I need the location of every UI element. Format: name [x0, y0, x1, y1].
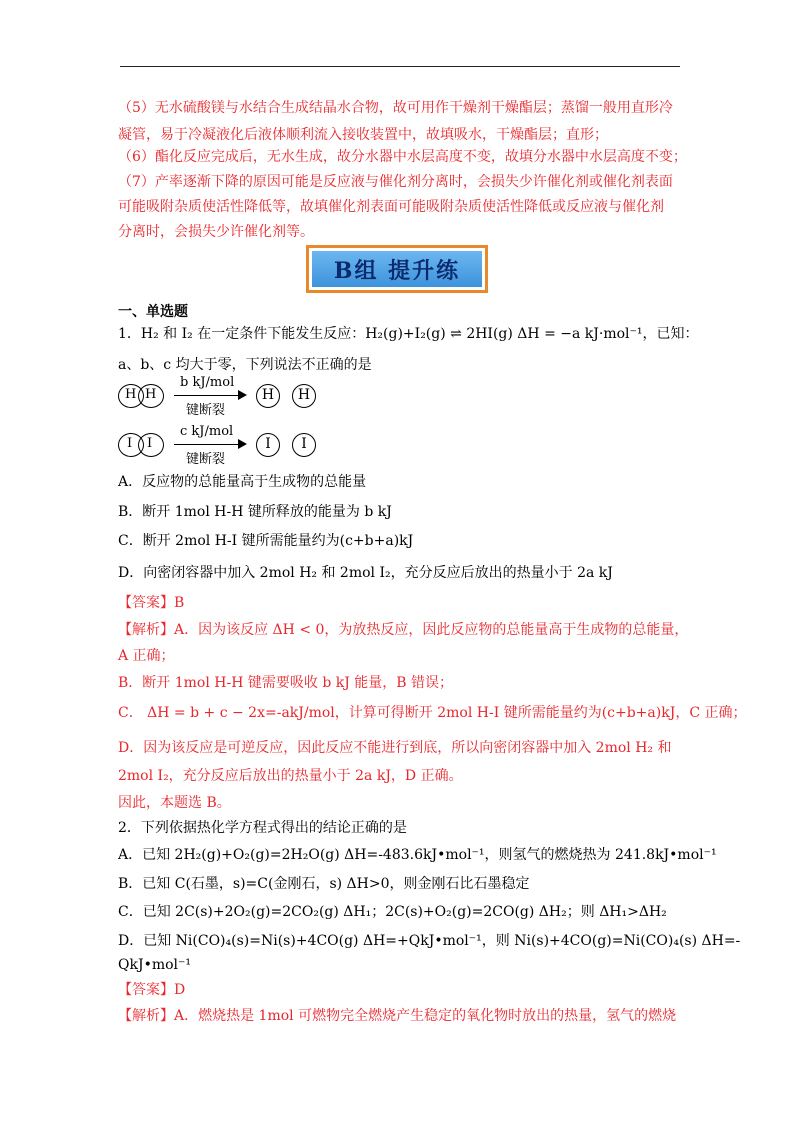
q1-stem: a、b、c 均大于零，下列说法不正确的是 — [118, 357, 372, 373]
i-atom: I — [292, 433, 316, 457]
analysis-text: A．因为该反应 ΔH < 0，为放热反应，因此反应物的总能量高于生成物的总能量， — [174, 622, 689, 638]
q2-stem: 2．下列依据热化学方程式得出的结论正确的是 — [118, 820, 407, 836]
arrow-head — [238, 439, 247, 449]
prev-answer-line: 分离时，会损失少许催化剂等。 — [118, 224, 314, 240]
q1-option-c: C．断开 2mol H-I 键所需能量约为(c+b+a)kJ — [118, 533, 414, 549]
q2-analysis — [118, 1006, 676, 1026]
i-atom: I — [256, 433, 280, 457]
analysis-label: 【解析】 — [118, 1008, 174, 1024]
q2-option-d-cont: QkJ•mol⁻¹ — [118, 957, 192, 973]
h-atom: H — [292, 384, 316, 408]
section-badge — [306, 245, 488, 293]
prev-answer-line: 凝管，易于冷凝液化后液体顺利流入接收装置中，故填吸水，干燥酯层；直形； — [118, 127, 608, 143]
ii-bond-diagram — [118, 424, 418, 468]
q1-option-a: A．反应物的总能量高于生成物的总能量 — [118, 474, 367, 490]
answer-label: 【答案】 — [118, 595, 174, 611]
hh-bond-diagram — [118, 375, 418, 418]
header-rule — [120, 66, 680, 67]
arrow-head — [238, 390, 247, 400]
prev-answer-line: （6）酯化反应完成后，无水生成，故分水器中水层高度不变，故填分水器中水层高度不变； — [118, 149, 687, 165]
q1-analysis — [118, 620, 688, 640]
analysis-label: 【解析】 — [118, 622, 174, 638]
prev-answer-line: （7）产率逐渐下降的原因可能是反应液与催化剂分离时，会损失少许催化剂或催化剂表面 — [118, 174, 673, 190]
q1-analysis-line: B．断开 1mol H-H 键需要吸收 b kJ 能量，B 错误； — [118, 675, 454, 691]
q1-option-d: D．向密闭容器中加入 2mol H₂ 和 2mol I₂，充分反应后放出的热量小于 2a kJ — [118, 565, 613, 581]
atom-label: H — [125, 387, 137, 402]
q1-stem: 1．H₂ 和 I₂ 在一定条件下能发生反应：H₂(g)+I₂(g) ⇌ 2HI(g) ΔH = −a kJ·mol⁻¹，已知： — [118, 326, 699, 342]
q2-answer — [118, 980, 185, 1000]
q1-option-b: B．断开 1mol H-H 键所释放的能量为 b kJ — [118, 504, 392, 520]
h-atom: H — [256, 384, 280, 408]
q1-analysis-line: C． ΔH = b + c − 2x=-akJ/mol，计算可得断开 2mol H-I 键所需能量约为(c+b+a)kJ，C 正确； — [118, 705, 747, 721]
arrow-line — [174, 444, 240, 445]
q1-conclusion: 因此，本题选 B。 — [118, 795, 231, 811]
atom-label: H — [145, 387, 157, 402]
badge-label: B组 提升练 — [312, 251, 482, 287]
q1-analysis-line: A 正确； — [118, 648, 175, 664]
bond-break-label: 键断裂 — [186, 403, 226, 418]
q2-option-a: A．已知 2H₂(g)+O₂(g)=2H₂O(g) ΔH=-483.6kJ•mol⁻¹，则氢气的燃烧热为 241.8kJ•mol⁻¹ — [118, 847, 717, 863]
arrow-line — [174, 395, 240, 396]
q2-option-b: B．已知 C(石墨，s)=C(金刚石，s) ΔH>0，则金刚石比石墨稳定 — [118, 876, 530, 892]
energy-label: b kJ/mol — [180, 375, 235, 390]
q1-analysis-line: 2mol I₂，充分反应后放出的热量小于 2a kJ，D 正确。 — [118, 768, 463, 784]
prev-answer-line: （5）无水硫酸镁与水结合生成结晶水合物，故可用作干燥剂干燥酯层；蒸馏一般用直形冷 — [118, 100, 673, 116]
answer-label: 【答案】 — [118, 982, 174, 998]
q2-option-d: D．已知 Ni(CO)₄(s)=Ni(s)+4CO(g) ΔH=+QkJ•mol⁻¹，则 Ni(s)+4CO(g)=Ni(CO)₄(s) ΔH=- — [118, 933, 741, 949]
atom-label: I — [147, 436, 153, 451]
q1-analysis-line: D．因为该反应是可逆反应，因此反应不能进行到底，所以向密闭容器中加入 2mol H₂ 和 — [118, 740, 672, 756]
section-title: 一、单选题 — [118, 304, 188, 320]
answer-value: D — [174, 982, 186, 998]
atom-label: I — [127, 436, 133, 451]
q2-option-c: C．已知 2C(s)+2O₂(g)=2CO₂(g) ΔH₁；2C(s)+O₂(g)=2CO(g) ΔH₂；则 ΔH₁>ΔH₂ — [118, 904, 667, 920]
answer-value: B — [174, 595, 185, 611]
energy-label: c kJ/mol — [180, 424, 234, 439]
analysis-text: A．燃烧热是 1mol 可燃物完全燃烧产生稳定的氧化物时放出的热量，氢气的燃烧 — [174, 1008, 677, 1024]
prev-answer-line: 可能吸附杂质使活性降低等，故填催化剂表面可能吸附杂质使活性降低或反应液与催化剂 — [118, 199, 664, 215]
bond-break-label: 键断裂 — [186, 452, 226, 467]
q1-answer — [118, 593, 184, 613]
